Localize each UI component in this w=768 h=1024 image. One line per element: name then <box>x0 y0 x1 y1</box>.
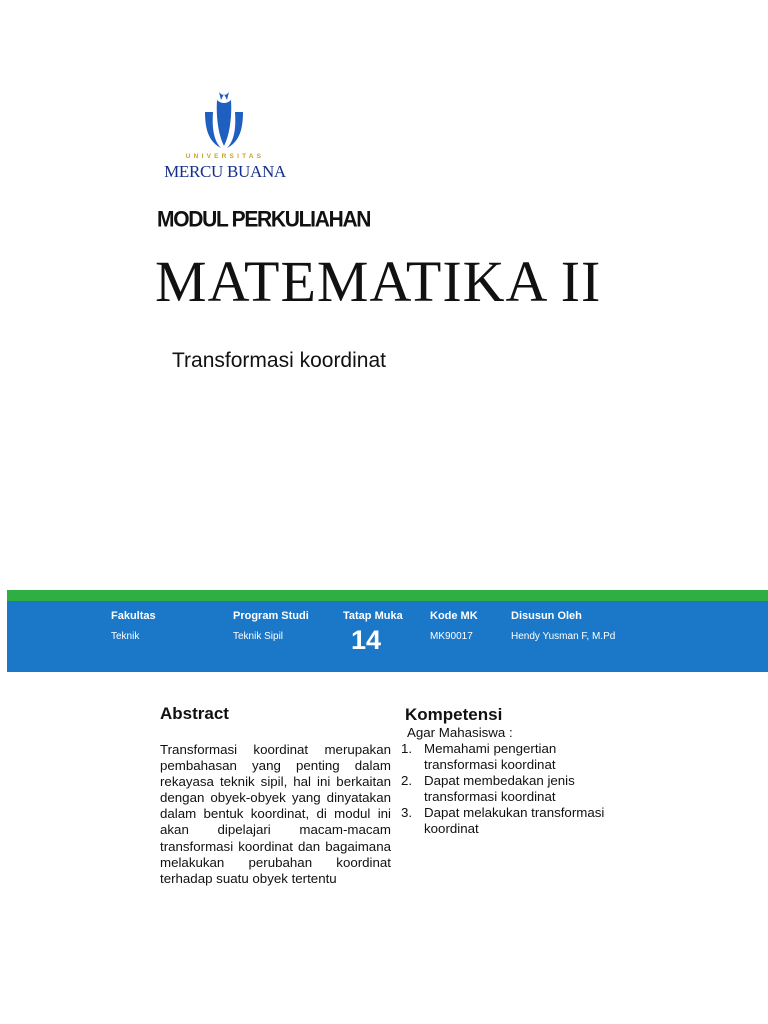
list-item-text: Dapat membedakan jenis transformasi koordinat <box>424 773 575 804</box>
list-item <box>401 805 631 837</box>
list-item-number: 3. <box>401 805 413 820</box>
tatap-muka-label: Tatap Muka <box>343 610 403 622</box>
list-item-text: Dapat melakukan transformasi koordinat <box>424 805 605 836</box>
logo-university-name: MERCU BUANA <box>164 162 286 181</box>
tatap-muka-value: 14 <box>351 625 382 655</box>
kode-mk-column <box>430 610 478 642</box>
fakultas-value: Teknik <box>111 631 140 642</box>
logo-university-label: UNIVERSITAS <box>185 153 265 160</box>
mercu-buana-flame-icon <box>201 90 247 152</box>
abstract-heading: Abstract <box>160 704 229 723</box>
program-studi-label: Program Studi <box>233 610 309 622</box>
fakultas-column <box>111 610 156 642</box>
program-studi-column <box>233 610 309 642</box>
abstract-text: Transformasi koordinat merupakan pembahasan yang penting dalam rekayasa teknik sipil, hal ini berkaitan dengan obyek-obyek yang dinyatakan dalam bentuk koordinat, di modul ini akan dipelajari macam-macam transformasi koordinat dan bagaimana melakukan perubahan koordinat terhadap suatu obyek tertentu <box>160 742 391 886</box>
module-label: MODUL PERKULIAHAN <box>157 207 371 232</box>
disusun-oleh-value: Hendy Yusman F, M.Pd <box>511 631 616 642</box>
tatap-muka-column <box>343 610 403 656</box>
list-item-text: Memahami pengertian transformasi koordinat <box>424 741 557 772</box>
list-item <box>401 741 631 773</box>
page-subtitle: Transformasi koordinat <box>172 349 386 372</box>
info-band <box>7 601 768 672</box>
disusun-oleh-column <box>511 610 615 642</box>
list-item-number: 2. <box>401 773 413 788</box>
fakultas-label: Fakultas <box>111 610 156 622</box>
disusun-oleh-label: Disusun Oleh <box>511 610 582 622</box>
list-item-number: 1. <box>401 741 413 756</box>
kompetensi-intro: Agar Mahasiswa : <box>407 725 513 740</box>
university-logo <box>157 88 293 196</box>
kompetensi-heading: Kompetensi <box>405 705 503 724</box>
kompetensi-list <box>401 741 631 837</box>
info-band-accent <box>7 590 768 601</box>
program-studi-value: Teknik Sipil <box>233 631 284 642</box>
page-title: MATEMATIKA II <box>155 249 602 314</box>
kode-mk-label: Kode MK <box>430 610 478 622</box>
list-item <box>401 773 631 805</box>
kode-mk-value: MK90017 <box>430 631 473 642</box>
